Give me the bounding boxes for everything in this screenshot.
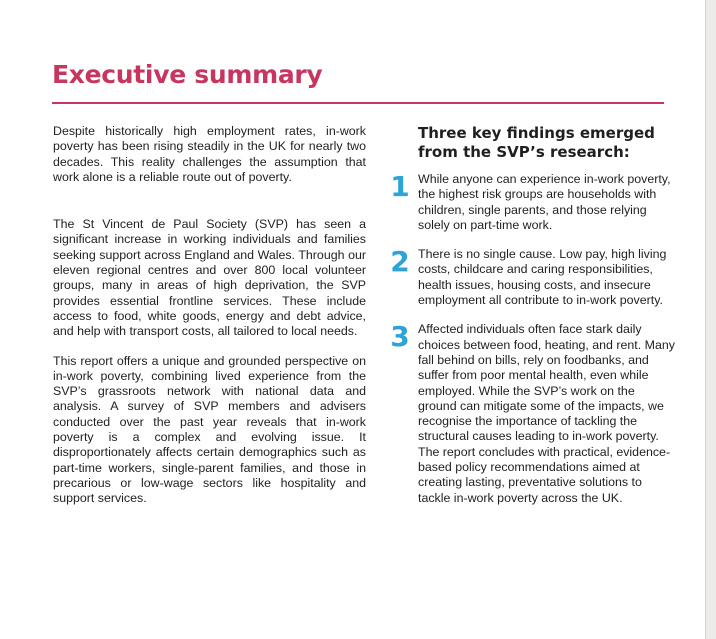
title-divider — [52, 102, 664, 104]
right-column — [390, 124, 675, 520]
report-paragraph: This report offers a unique and grounded perspective on in-work poverty, combining lived experience from the SVP’s grassroots network with national data and analysis. A survey of SVP members and advisers conducted over the past year reveals that in-work poverty is a complex and evolving issue. It disproportionately affects certain demographics such as part-time workers, single-parent families, and those in precarious or low-wage sectors like hospitality and support services. — [53, 353, 366, 506]
left-column — [53, 124, 366, 507]
findings-heading: Three key findings emerged from the SVP’s research: — [418, 124, 655, 161]
finding-number: 3 — [390, 320, 410, 354]
finding-text: Affected individuals often face stark daily choices between food, heating, and rent. Many fall behind on bills, rely on foodbanks, and suffer from poor mental health, even while employed. While the SVP’s work on the ground can mitigate some of the impacts, we recognise the importance of tackling the structural causes leading to in-work poverty. The report concludes with practical, evidence-based policy recommendations aimed at creating lasting, preventative solutions to tackle in-work poverty across the UK. — [418, 322, 675, 505]
page-title: Executive summary — [52, 60, 323, 89]
intro-paragraph: Despite historically high employment rates, in-work poverty has been rising steadily in the UK for nearly two decades. This reality challenges the assumption that work alone is a reliable route out of poverty. — [53, 124, 366, 184]
finding-number: 2 — [390, 245, 410, 279]
finding-text: There is no single cause. Low pay, high living costs, childcare and caring responsibilities, health issues, housing costs, and insecure employment all contribute to in-work poverty. — [418, 247, 667, 308]
svp-paragraph: The St Vincent de Paul Society (SVP) has seen a significant increase in working individuals and families seeking support across England and Wales. Through our eleven regional centres and over 800 local volunteer groups, many in areas of high deprivation, the SVP provides essential frontline services. These include access to food, white goods, energy and debt advice, and help with transport costs, all tailored to local needs. — [53, 217, 366, 339]
finding-number: 1 — [390, 170, 410, 203]
finding-item-2 — [390, 247, 675, 308]
finding-item-1 — [390, 172, 675, 233]
finding-text: While anyone can experience in-work poverty, the highest risk groups are households with children, single parents, and those relying solely on part-time work. — [418, 172, 671, 232]
finding-item-3 — [390, 322, 675, 506]
